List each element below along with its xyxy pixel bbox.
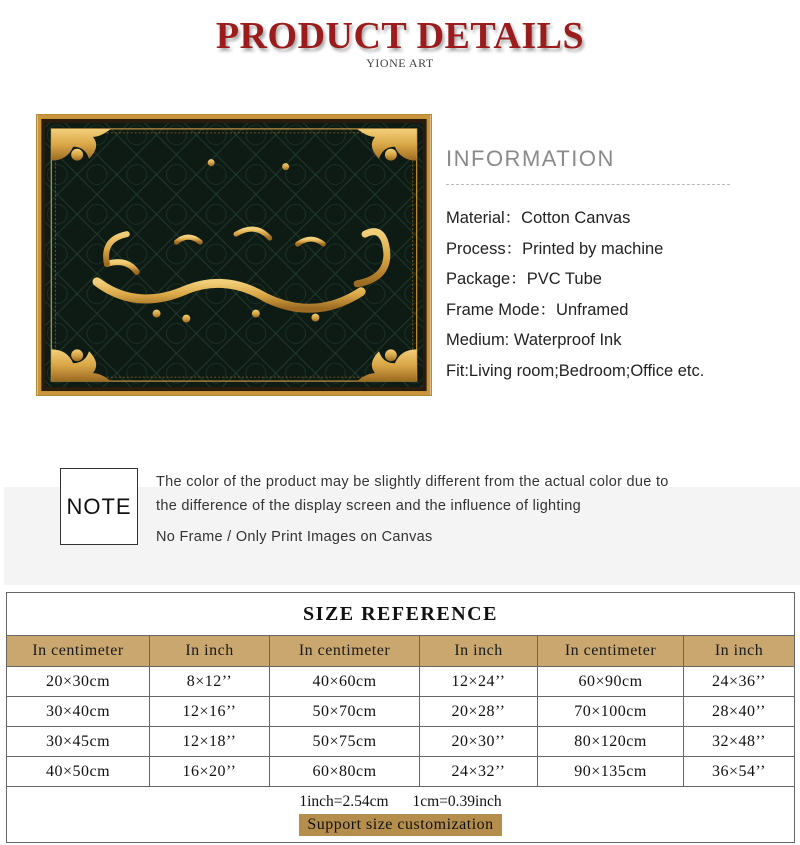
size-cell: 40×50cm (7, 757, 150, 787)
info-package: Package：PVC Tube (446, 270, 602, 288)
table-row (7, 757, 795, 787)
page-title: PRODUCT DETAILS (215, 15, 585, 57)
info-medium: Medium: Waterproof Ink (446, 331, 622, 349)
product-image (36, 114, 432, 396)
info-frame-mode: Frame Mode：Unframed (446, 300, 629, 319)
size-cell: 40×60cm (270, 667, 420, 697)
column-header: In inch (150, 636, 270, 667)
note-line: the difference of the display screen and the influence of lighting (156, 498, 581, 514)
cm-to-inch: 1cm=0.39inch (412, 793, 502, 810)
size-cell: 60×90cm (538, 667, 684, 697)
size-cell: 28×40’’ (684, 697, 795, 727)
info-process: Process：Printed by machine (446, 239, 664, 258)
size-cell: 12×24’’ (420, 667, 538, 697)
size-cell: 30×40cm (7, 697, 150, 727)
size-reference-title: SIZE REFERENCE (7, 593, 795, 636)
inch-to-cm: 1inch=2.54cm (299, 793, 389, 810)
size-cell: 50×70cm (270, 697, 420, 727)
table-row (7, 727, 795, 757)
note-text (156, 470, 786, 549)
note-line: No Frame / Only Print Images on Canvas (156, 529, 433, 545)
column-header: In inch (420, 636, 538, 667)
size-footer (7, 787, 795, 843)
size-cell: 70×100cm (538, 697, 684, 727)
information-heading: INFORMATION (446, 146, 615, 171)
information-divider (446, 184, 730, 185)
info-fit: Fit:Living room;Bedroom;Office etc. (446, 361, 705, 380)
size-cell: 20×30’’ (420, 727, 538, 757)
column-header: In centimeter (7, 636, 150, 667)
table-row (7, 697, 795, 727)
note-line: The color of the product may be slightly different from the actual color due to (156, 474, 669, 490)
size-cell: 36×54’’ (684, 757, 795, 787)
table-row (7, 667, 795, 697)
info-material: Material：Cotton Canvas (446, 209, 631, 227)
size-cell: 50×75cm (270, 727, 420, 757)
size-cell: 20×28’’ (420, 697, 538, 727)
size-cell: 60×80cm (270, 757, 420, 787)
size-cell: 90×135cm (538, 757, 684, 787)
brand-name: YIONE ART (366, 56, 434, 70)
size-cell: 20×30cm (7, 667, 150, 697)
size-cell: 8×12’’ (150, 667, 270, 697)
size-cell: 12×18’’ (150, 727, 270, 757)
column-header: In centimeter (270, 636, 420, 667)
size-cell: 80×120cm (538, 727, 684, 757)
column-header: In inch (684, 636, 795, 667)
size-cell: 24×32’’ (420, 757, 538, 787)
size-cell: 16×20’’ (150, 757, 270, 787)
customization-badge: Support size customization (299, 814, 501, 836)
information-list (446, 206, 704, 389)
size-cell: 30×45cm (7, 727, 150, 757)
size-cell: 24×36’’ (684, 667, 795, 697)
size-cell: 12×16’’ (150, 697, 270, 727)
unit-conversion (7, 791, 794, 813)
column-header: In centimeter (538, 636, 684, 667)
size-cell: 32×48’’ (684, 727, 795, 757)
note-label: NOTE (60, 468, 138, 545)
size-reference-table (6, 592, 795, 843)
